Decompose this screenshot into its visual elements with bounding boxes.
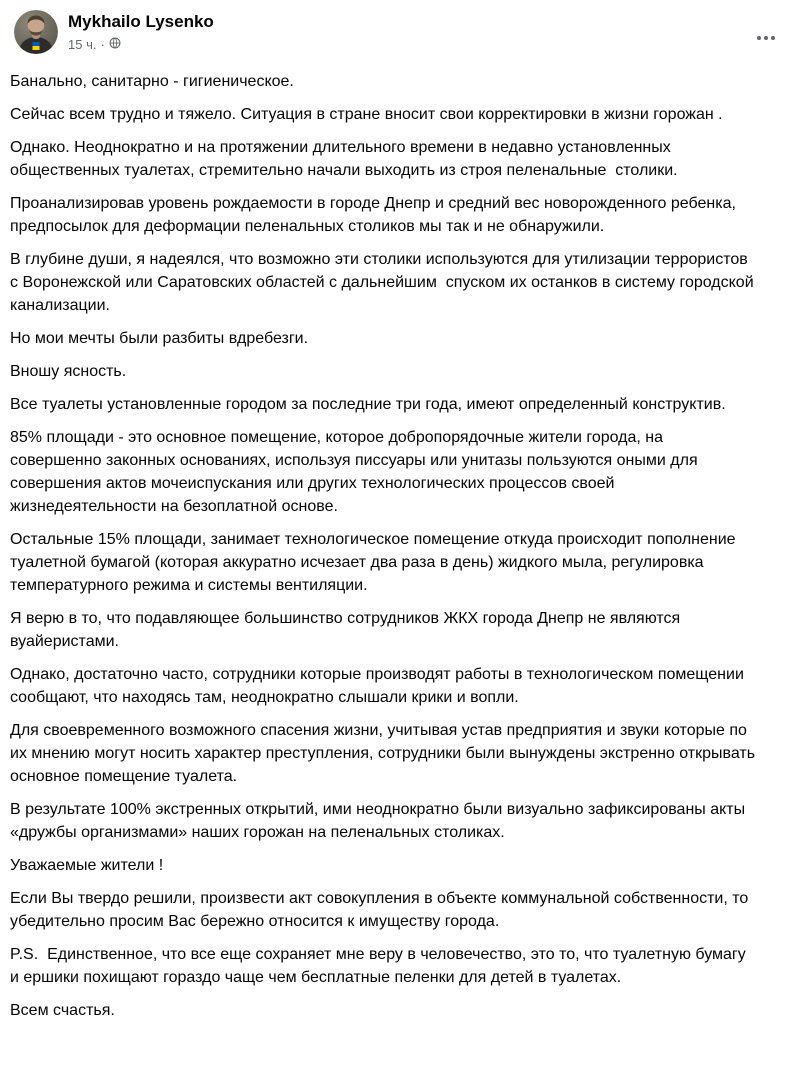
meta-separator: · — [100, 36, 105, 52]
post-paragraph: P.S. Единственное, что все еще сохраняет мне веру в человечество, это то, что туалетную бумагу и ершики похищают гораздо чаще чем бесплатные пеленки для детей в туалетах. — [10, 946, 751, 986]
post-paragraph: Если Вы твердо решили, произвести акт совокупления в объекте коммунальной собственности, то убедительно просим Вас бережно относится к имуществу города. — [10, 890, 753, 930]
post-paragraph: Всем счастья. — [10, 1002, 115, 1019]
post-paragraph: Для своевременного возможного спасения жизни, учитывая устав предприятия и звуки которые по их мнению могут носить характер преступления, сотрудники были вынуждены экстренно открывать основное помещение туалета. — [10, 722, 760, 785]
post-paragraph: В результате 100% экстренных открытий, ими неоднократно были визуально зафиксированы акты «дружбы организмами» наших горожан на пеленальных столиках. — [10, 801, 750, 841]
post-body-text — [0, 54, 800, 1022]
avatar-portrait-graphic — [14, 10, 58, 54]
post-paragraph: В глубине души, я надеялся, что возможно эти столики используются для утилизации террористов с Воронежской или Саратовских областей с дальнейшим спуском их останков в систему городской канализации. — [10, 251, 759, 314]
post-paragraph: Уважаемые жители ! — [10, 857, 164, 874]
post-header — [0, 0, 800, 54]
post-meta-row — [68, 35, 214, 53]
globe-public-icon — [109, 36, 121, 53]
post-paragraph: Банально, санитарно - гигиеническое. — [10, 73, 294, 90]
post-paragraph: Вношу ясность. — [10, 363, 127, 380]
avatar[interactable] — [14, 10, 58, 54]
post-paragraph: 85% площади - это основное помещение, которое добропорядочные жители города, на совершенно законных основаниях, используя писсуары или унитазы пользуются оными для совершения актов мочеиспускания или других технологических процессов своей жизнедеятельности на безоплатной основе. — [10, 429, 703, 515]
author-name[interactable]: Mykhailo Lysenko — [68, 12, 214, 31]
header-meta — [68, 10, 214, 53]
post-paragraph: Однако, достаточно часто, сотрудники которые производят работы в технологическом помещении сообщают, что находясь там, неоднократно слышали крики и вопли. — [10, 666, 749, 706]
post-paragraph: Все туалеты установленные городом за последние три года, имеют определенный конструктив. — [10, 396, 726, 413]
more-options-button[interactable] — [750, 22, 782, 54]
post-paragraph: Остальные 15% площади, занимает технологическое помещение откуда происходит пополнение туалетной бумагой (которая аккуратно исчезает два раза в день) жидкого мыла, регулировка температурного режима и системы вентиляции. — [10, 531, 741, 594]
ellipsis-icon — [757, 36, 775, 40]
timestamp[interactable]: 15 ч. — [68, 36, 97, 52]
post-paragraph: Проанализировав уровень рождаемости в городе Днепр и средний вес новорожденного ребенка, предпосылок для деформации пеленальных столиков мы так и не обнаружили. — [10, 195, 741, 235]
post-paragraph: Сейчас всем трудно и тяжело. Ситуация в стране вносит свои корректировки в жизни горожан . — [10, 106, 723, 123]
post-paragraph: Однако. Неоднократно и на протяжении длительного времени в недавно установленных общественных туалетах, стремительно начали выходить из строя пеленальные столики. — [10, 139, 678, 179]
post-paragraph: Но мои мечты были разбиты вдребезги. — [10, 330, 309, 347]
post-paragraph: Я верю в то, что подавляющее большинство сотрудников ЖКХ города Днепр не являются вуайеристами. — [10, 610, 685, 650]
